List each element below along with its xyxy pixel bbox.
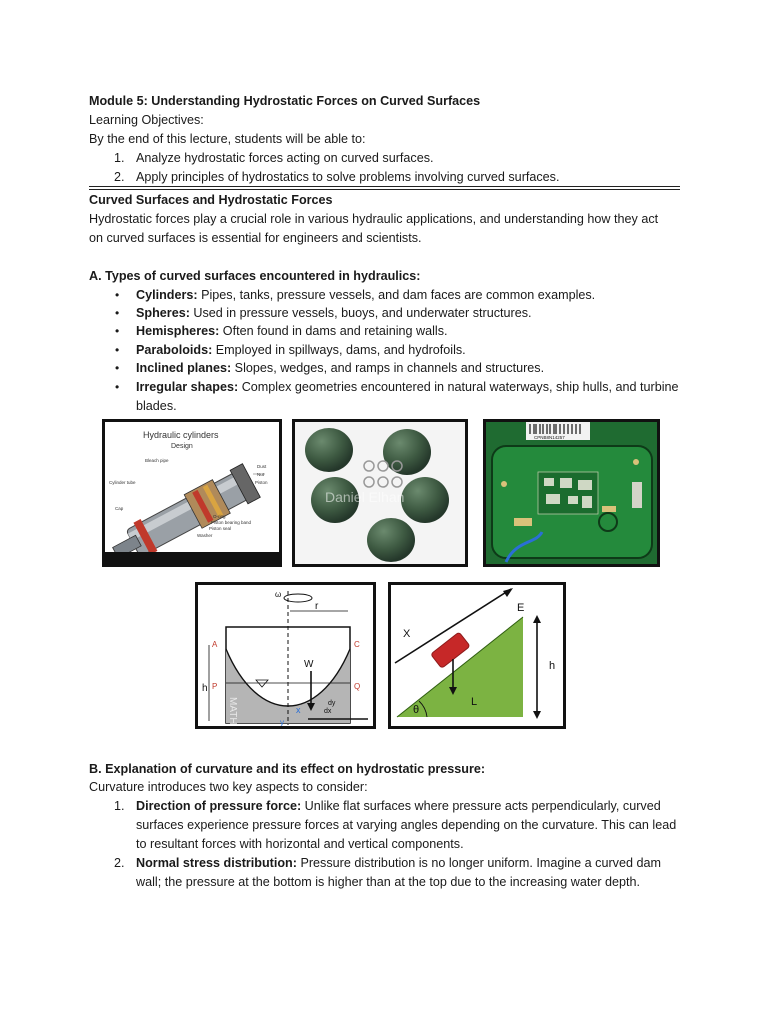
list-item: Irregular shapes: Complex geometries encountered in natural waterways, ship hulls, and turbine [136, 380, 679, 394]
angle-label: θ [413, 704, 420, 716]
cylinder-label: O-ring [213, 514, 226, 519]
bullet: • [115, 288, 120, 302]
list-item: Paraboloids: Employed in spillways, dams, and hydrofoils. [136, 343, 466, 357]
list-item: Direction of pressure force: Unlike flat surfaces where pressure acts perpendicularly, curved [136, 799, 661, 813]
radius-label: r [315, 601, 319, 612]
cylinder-label: Dust [257, 464, 267, 469]
bullet: • [115, 361, 120, 375]
cylinder-label: Cap [115, 506, 124, 511]
point-label: A [212, 640, 218, 649]
point-label: Q [354, 682, 361, 691]
point-label: C [354, 640, 360, 649]
section-title: Curved Surfaces and Hydrostatic Forces [89, 193, 333, 207]
section-b-intro: Curvature introduces two key aspects to consider: [89, 780, 368, 794]
bullet: • [115, 343, 120, 357]
point-label: P [212, 682, 218, 691]
axis-y-label: y [280, 718, 284, 726]
list-item-continuation: blades. [136, 399, 177, 413]
height-label: h [202, 683, 208, 694]
objective-text: Apply principles of hydrostatics to solve problems involving curved surfaces. [136, 170, 560, 184]
height-label: h [549, 660, 556, 672]
list-item-continuation: surfaces experience pressure forces at varying angles depending on the curvature. This can lead [136, 818, 677, 832]
cylinder-label: Nut [257, 472, 265, 477]
objective-number: 2. [114, 170, 125, 184]
section-paragraph: Hydrostatic forces play a crucial role in various hydraulic applications, and understanding how they act [89, 212, 659, 226]
section-paragraph: on curved surfaces is essential for engineers and scientists. [89, 231, 422, 245]
weight-label: W [304, 659, 314, 670]
hydraulic-cylinder-image [102, 419, 282, 567]
objective-number: 1. [114, 151, 125, 165]
spheres-image [292, 419, 468, 567]
list-item: Normal stress distribution: Pressure distribution is no longer uniform. Imagine a curved dam [136, 856, 661, 870]
cylinder-subtitle: Design [171, 443, 193, 450]
length-label: L [471, 696, 478, 708]
cylinder-label: Washer [197, 533, 213, 538]
list-item-continuation: to resultant forces with horizontal and vertical components. [136, 837, 464, 851]
objectives-intro: By the end of this lecture, students will be able to: [89, 132, 366, 146]
paraboloid-diagram [195, 582, 376, 729]
circuit-board-image [483, 419, 660, 567]
item-number: 1. [114, 799, 125, 813]
list-item: Hemispheres: Often found in dams and retaining walls. [136, 324, 448, 338]
objectives-heading: Learning Objectives: [89, 113, 204, 127]
bullet: • [115, 306, 120, 320]
item-number: 2. [114, 856, 125, 870]
divider-rule [89, 186, 680, 187]
bullet: • [115, 324, 120, 338]
objective-text: Analyze hydrostatic forces acting on curved surfaces. [136, 151, 434, 165]
dy-label: dy [328, 700, 336, 707]
cylinder-title: Hydraulic cylinders [143, 430, 219, 440]
inclined-plane-diagram [388, 582, 566, 729]
axis-x-label: x [296, 705, 301, 715]
cylinder-label: Cylinder tube [109, 480, 136, 485]
divider-rule [89, 189, 680, 190]
dx-label: dx [324, 708, 332, 715]
list-item: Spheres: Used in pressure vessels, buoys, and underwater structures. [136, 306, 532, 320]
module-title: Module 5: Understanding Hydrostatic Forces on Curved Surfaces [89, 94, 481, 108]
section-b-heading: B. Explanation of curvature and its effect on hydrostatic pressure: [89, 762, 486, 776]
section-a-heading: A. Types of curved surfaces encountered in hydraulics: [89, 269, 421, 283]
cylinder-label: Piston bearing band [211, 520, 252, 525]
cylinder-label: Bleach pipe [145, 458, 169, 463]
barcode-text: CPNB8N14257 [534, 435, 565, 440]
watermark-text: Daniel Elhan [325, 489, 405, 505]
force-e-label: E [517, 602, 525, 614]
list-item: Cylinders: Pipes, tanks, pressure vessels, and dam faces are common examples. [136, 288, 596, 302]
list-item: Inclined planes: Slopes, wedges, and ramps in channels and structures. [136, 361, 545, 375]
force-x-label: X [403, 628, 411, 640]
cylinder-label: Piston [255, 480, 268, 485]
list-item-continuation: wall; the pressure at the bottom is higher than at the top due to the increasing water depth. [136, 875, 641, 889]
omega-label: ω [275, 590, 282, 599]
bullet: • [115, 380, 120, 394]
cylinder-label: Piston seal [209, 526, 232, 531]
watermark-text: MATH [227, 697, 238, 725]
